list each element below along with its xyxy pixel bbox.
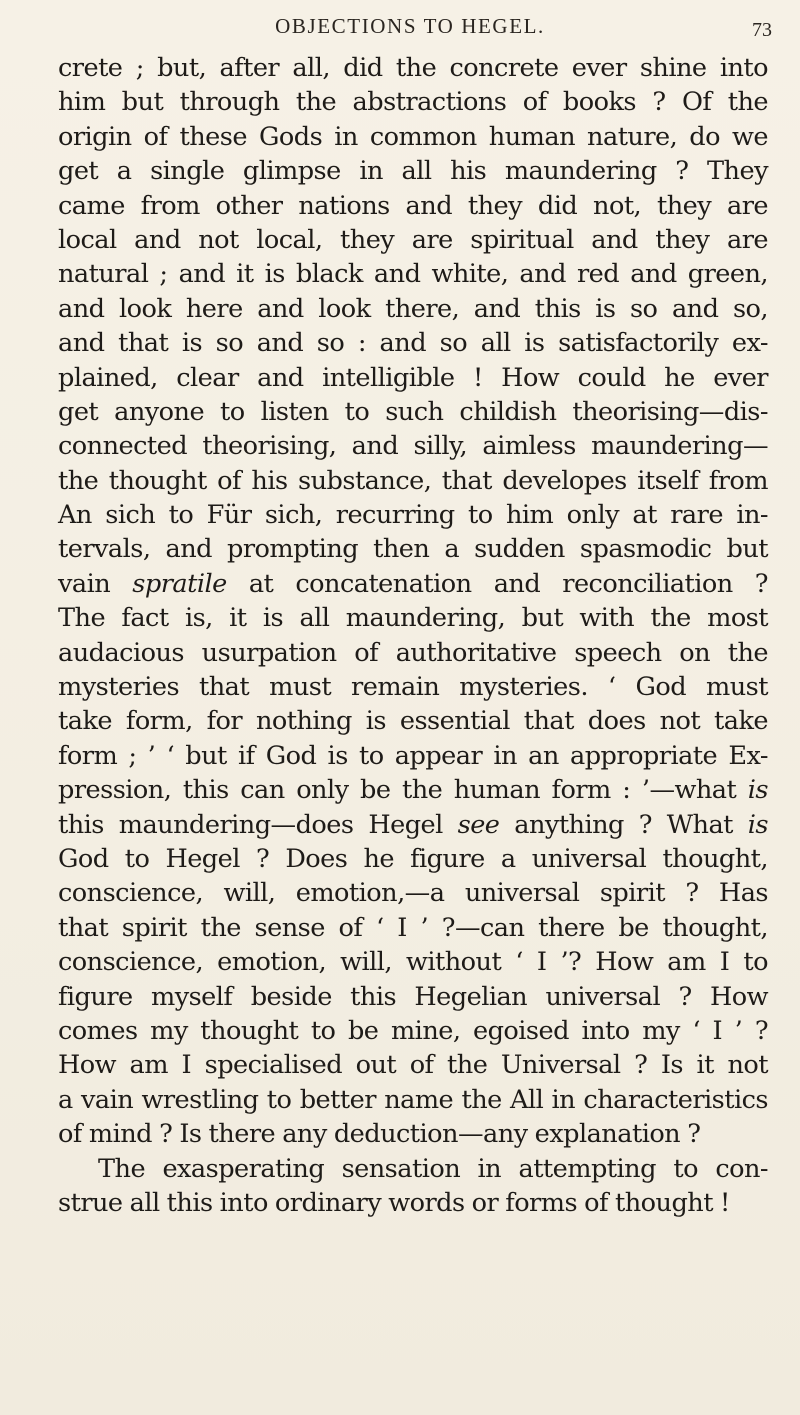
- text-line: conscience, emotion, will, without ‘ I ’? How am I to: [58, 947, 768, 978]
- text-line: tervals, and prompting then a sudden spasmodic but: [58, 534, 768, 565]
- text-line: the thought of his substance, that developes itself from: [58, 465, 768, 496]
- page-header: [60, 6, 772, 41]
- text-line: form ; ’ ‘ but if God is to appear in an appropriate Ex-: [58, 740, 768, 771]
- text-line: conscience, will, emotion,—a universal spirit ? Has: [58, 878, 768, 909]
- text-line: figure myself beside this Hegelian universal ? How: [58, 981, 768, 1012]
- text-line: get a single glimpse in all his maundering ? They: [58, 156, 768, 187]
- italic-word: is: [747, 775, 768, 806]
- text-line: crete ; but, after all, did the concrete ever shine into: [58, 53, 768, 83]
- text-line: of mind ? Is there any deduction—any explanation ?: [58, 1119, 701, 1150]
- text-line: plained, clear and intelligible ! How could he ever: [58, 362, 768, 393]
- text-line: origin of these Gods in common human nature, do we: [58, 121, 768, 152]
- running-head: OBJECTIONS TO HEGEL.: [275, 14, 545, 38]
- text-line: came from other nations and they did not, they are: [58, 190, 768, 221]
- text-line: get anyone to listen to such childish theorising—dis-: [58, 396, 768, 427]
- text-line: The fact is, it is all maundering, but with the most: [58, 603, 768, 634]
- italic-word: spratile: [132, 568, 227, 599]
- text-line: and that is so and so : and so all is satisfactorily ex-: [58, 328, 768, 359]
- text-line: natural ; and it is black and white, and red and green,: [58, 259, 768, 290]
- text-line: a vain wrestling to better name the All in characteristics: [58, 1084, 768, 1115]
- text-line: take form, for nothing is essential that does not take: [58, 706, 768, 737]
- text-line: comes my thought to be mine, egoised into my ‘ I ’ ?: [58, 1015, 768, 1046]
- text-line: and look here and look there, and this is so and so,: [58, 293, 768, 324]
- text-line: How am I specialised out of the Universal ? Is it not: [58, 1050, 768, 1081]
- text-line: vain spratile at concatenation and reconciliation ?: [58, 568, 768, 599]
- text-line: him but through the abstractions of books ? Of the: [58, 87, 768, 118]
- text-line: strue all this into ordinary words or forms of thought !: [58, 1187, 730, 1218]
- text-line: pression, this can only be the human form : ’—what is: [58, 775, 768, 806]
- text-line: that spirit the sense of ‘ I ’ ?—can there be thought,: [58, 912, 768, 943]
- italic-word: is: [747, 809, 768, 840]
- text-line: connected theorising, and silly, aimless maundering—: [58, 431, 768, 462]
- italic-word: see: [457, 809, 500, 840]
- text-line: The exasperating sensation in attempting to con-: [98, 1153, 768, 1184]
- body-text: [58, 51, 768, 1220]
- text-line: this maundering—does Hegel see anything ? What is: [58, 809, 768, 840]
- text-line: mysteries that must remain mysteries. ‘ God must: [58, 672, 768, 703]
- page-number: 73: [752, 19, 772, 41]
- text-line: local and not local, they are spiritual and they are: [58, 224, 768, 255]
- text-line: audacious usurpation of authoritative speech on the: [58, 637, 768, 668]
- text-line: An sich to Für sich, recurring to him only at rare in-: [58, 500, 768, 531]
- text-line: God to Hegel ? Does he figure a universal thought,: [58, 843, 768, 874]
